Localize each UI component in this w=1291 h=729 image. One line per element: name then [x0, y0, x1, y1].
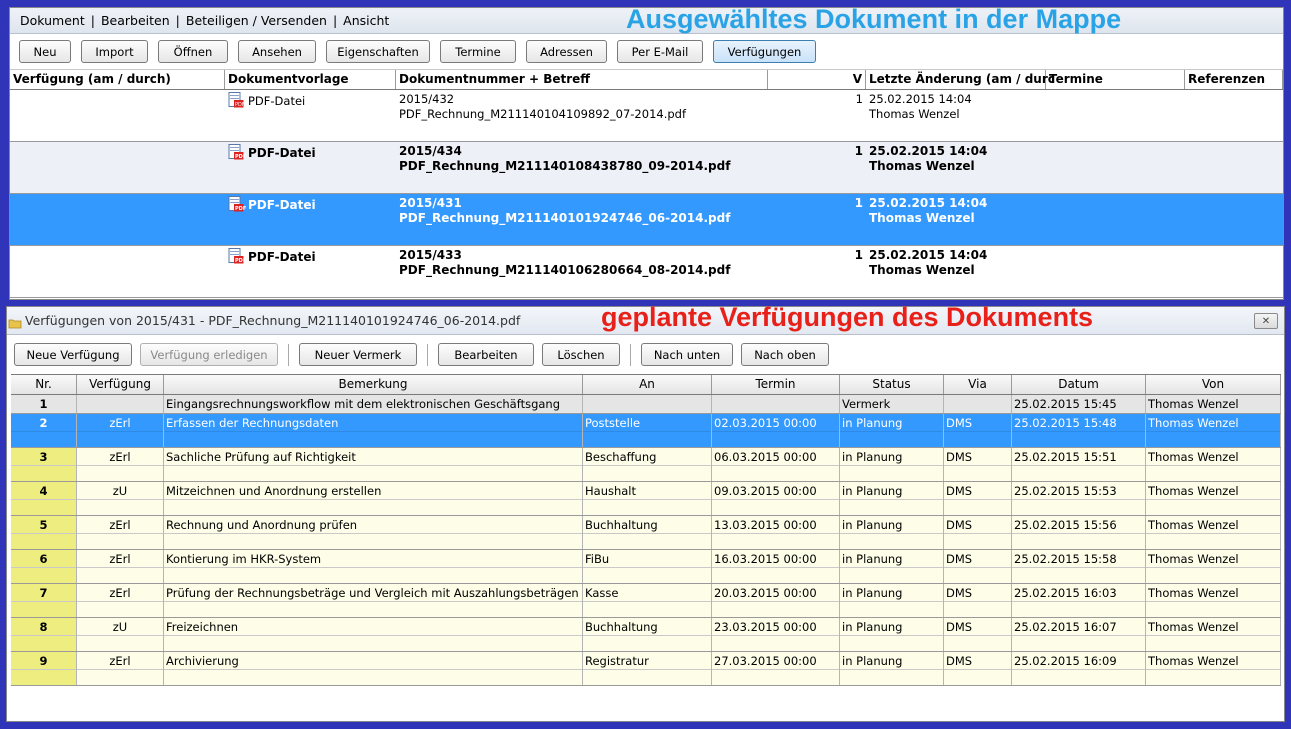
cell-status: in Planung — [840, 618, 944, 651]
cell-an: Poststelle — [583, 414, 712, 447]
cell-termine — [1046, 90, 1185, 141]
grid-row-selected[interactable] — [11, 414, 1281, 448]
cell-version: 1 — [855, 92, 863, 106]
neuer-vermerk-button[interactable]: Neuer Vermerk — [299, 343, 417, 366]
cell-termine — [1046, 194, 1185, 245]
col-bemerkung[interactable]: Bemerkung — [164, 375, 583, 394]
pdf-file-icon — [228, 92, 244, 108]
cell-bemerkung: Erfassen der Rechnungsdaten — [164, 414, 583, 447]
adressen-button[interactable]: Adressen — [526, 40, 607, 63]
cell-nr: 6 — [11, 550, 77, 583]
annotation-planned-dispositions: geplante Verfügungen des Dokuments — [601, 302, 1094, 332]
col-referenzen[interactable]: Referenzen — [1185, 70, 1283, 89]
cell-termin: 06.03.2015 00:00 — [712, 448, 840, 481]
nach-unten-button[interactable]: Nach unten — [641, 343, 733, 366]
cell-datum: 25.02.2015 16:09 — [1012, 652, 1146, 685]
cell-termin: 23.03.2015 00:00 — [712, 618, 840, 651]
menu-bar — [10, 4, 1283, 34]
cell-referenzen — [1185, 142, 1283, 193]
cell-via: DMS — [944, 550, 1012, 583]
cell-referenzen — [1185, 90, 1283, 141]
cell-version: 1 — [854, 196, 863, 210]
cell-nr: 3 — [11, 448, 77, 481]
grid-row[interactable] — [11, 482, 1281, 516]
cell-termin — [712, 395, 840, 413]
cell-verfuegung: zErl — [77, 516, 164, 549]
cell-nr: 4 — [11, 482, 77, 515]
cell-referenzen — [1185, 246, 1283, 297]
cell-via — [944, 395, 1012, 413]
cell-verfuegung: zErl — [77, 584, 164, 617]
cell-status: in Planung — [840, 516, 944, 549]
pdf-file-icon — [228, 144, 247, 160]
cell-nr: 2 — [11, 414, 77, 447]
document-row-selected[interactable] — [10, 194, 1283, 246]
cell-datum: 25.02.2015 15:56 — [1012, 516, 1146, 549]
annotation-selected-document: Ausgewähltes Dokument in der Mappe — [626, 4, 1122, 34]
cell-nr: 8 — [11, 618, 77, 651]
col-verfuegung[interactable]: Verfügung — [77, 375, 164, 394]
cell-nr: 1 — [11, 395, 77, 413]
document-row[interactable] — [10, 90, 1283, 142]
svg-text:PDF: PDF — [235, 206, 247, 212]
cell-nr: 7 — [11, 584, 77, 617]
cell-verfuegung — [10, 90, 225, 141]
cell-verfuegung — [10, 142, 225, 193]
cell-via: DMS — [944, 516, 1012, 549]
grid-row[interactable] — [11, 618, 1281, 652]
verfuegungen-grid — [11, 374, 1281, 686]
toolbar-separator — [427, 344, 428, 366]
cell-bemerkung: Mitzeichnen und Anordnung erstellen — [164, 482, 583, 515]
col-verfuegung[interactable]: Verfügung (am / durch) — [10, 70, 225, 89]
cell-an: Kasse — [583, 584, 712, 617]
menu-beteiligen-versenden[interactable]: Beteiligen / Versenden — [185, 13, 327, 28]
cell-verfuegung: zErl — [77, 414, 164, 447]
cell-nummer-betreff: 2015/432 PDF_Rechnung_M211140104109892_07-2014.pdf — [399, 92, 687, 121]
col-an[interactable]: An — [583, 375, 712, 394]
cell-datum: 25.02.2015 15:53 — [1012, 482, 1146, 515]
cell-an: Buchhaltung — [583, 618, 712, 651]
cell-datum: 25.02.2015 15:48 — [1012, 414, 1146, 447]
cell-bemerkung: Archivierung — [164, 652, 583, 685]
cell-termin: 16.03.2015 00:00 — [712, 550, 840, 583]
cell-termin: 02.03.2015 00:00 — [712, 414, 840, 447]
col-letzte-aenderung[interactable]: Letzte Änderung (am / durc — [866, 70, 1046, 89]
cell-termin: 20.03.2015 00:00 — [712, 584, 840, 617]
cell-von: Thomas Wenzel — [1146, 482, 1281, 515]
cell-via: DMS — [944, 448, 1012, 481]
cell-status: in Planung — [840, 448, 944, 481]
termine-button[interactable]: Termine — [440, 40, 516, 63]
eigenschaften-button[interactable]: Eigenschaften — [326, 40, 430, 63]
cell-vorlage: PDF PDF-Datei — [225, 90, 396, 141]
svg-text:PDF: PDF — [235, 102, 245, 108]
col-dokumentvorlage[interactable]: Dokumentvorlage — [225, 70, 396, 89]
cell-von: Thomas Wenzel — [1146, 414, 1281, 447]
cell-von: Thomas Wenzel — [1146, 516, 1281, 549]
menu-ansicht[interactable]: Ansicht — [343, 13, 390, 28]
document-list-panel — [9, 4, 1284, 300]
dialog-title: Verfügungen von 2015/431 - PDF_Rechnung_M211140101924746_06-2014.pdf — [25, 313, 521, 328]
col-termine[interactable]: Termine — [1046, 70, 1185, 89]
cell-bemerkung: Sachliche Prüfung auf Richtigkeit — [164, 448, 583, 481]
close-icon[interactable]: ✕ — [1254, 313, 1278, 329]
neu-button[interactable]: Neu — [19, 40, 71, 63]
cell-an: Registratur — [583, 652, 712, 685]
cell-status: in Planung — [840, 550, 944, 583]
cell-vorlage: PDF PDF-Datei — [225, 142, 396, 193]
cell-termine — [1046, 142, 1185, 193]
cell-letzte-aenderung: 25.02.2015 14:04 Thomas Wenzel — [869, 92, 972, 121]
cell-status: in Planung — [840, 414, 944, 447]
nach-oben-button[interactable]: Nach oben — [741, 343, 829, 366]
cell-verfuegung: zU — [77, 482, 164, 515]
cell-via: DMS — [944, 584, 1012, 617]
cell-nr: 9 — [11, 652, 77, 685]
document-table-header — [10, 70, 1283, 90]
col-dokumentnummer-betreff[interactable]: Dokumentnummer + Betreff — [396, 70, 768, 89]
cell-status: Vermerk — [840, 395, 944, 413]
cell-status: in Planung — [840, 652, 944, 685]
cell-letzte-aenderung: 25.02.2015 14:04 Thomas Wenzel — [869, 248, 988, 277]
import-button[interactable]: Import — [81, 40, 148, 63]
cell-bemerkung: Prüfung der Rechnungsbeträge und Vergleich mit Auszahlungsbeträgen — [164, 584, 583, 617]
grid-row[interactable] — [11, 550, 1281, 584]
cell-bemerkung: Kontierung im HKR-System — [164, 550, 583, 583]
cell-status: in Planung — [840, 482, 944, 515]
cell-version: 1 — [854, 144, 863, 158]
cell-termin: 09.03.2015 00:00 — [712, 482, 840, 515]
cell-version: 1 — [854, 248, 863, 262]
toolbar-separator — [288, 344, 289, 366]
cell-von: Thomas Wenzel — [1146, 395, 1281, 413]
cell-verfuegung: zErl — [77, 550, 164, 583]
cell-termin: 13.03.2015 00:00 — [712, 516, 840, 549]
col-datum[interactable]: Datum — [1012, 375, 1146, 394]
cell-an: Buchhaltung — [583, 516, 712, 549]
col-termin[interactable]: Termin — [712, 375, 840, 394]
grid-row[interactable] — [11, 652, 1281, 686]
bearbeiten-button[interactable]: Bearbeiten — [438, 343, 534, 366]
cell-datum: 25.02.2015 15:45 — [1012, 395, 1146, 413]
grid-row[interactable] — [11, 516, 1281, 550]
cell-an: Beschaffung — [583, 448, 712, 481]
menu-bearbeiten[interactable]: Bearbeiten — [100, 13, 170, 28]
grid-row[interactable] — [11, 448, 1281, 482]
verfuegung-erledigen-button[interactable]: Verfügung erledigen — [140, 343, 278, 366]
cell-datum: 25.02.2015 15:51 — [1012, 448, 1146, 481]
pdf-file-icon — [228, 196, 247, 212]
cell-verfuegung: zErl — [77, 652, 164, 685]
cell-an: FiBu — [583, 550, 712, 583]
col-status[interactable]: Status — [840, 375, 944, 394]
cell-datum: 25.02.2015 15:58 — [1012, 550, 1146, 583]
loeschen-button[interactable]: Löschen — [542, 343, 620, 366]
cell-von: Thomas Wenzel — [1146, 448, 1281, 481]
cell-vorlage: PDF PDF-Datei — [225, 194, 396, 245]
cell-status: in Planung — [840, 584, 944, 617]
neue-verfuegung-button[interactable]: Neue Verfügung — [14, 343, 132, 366]
verfuegungen-dialog — [6, 302, 1285, 722]
cell-verfuegung: zU — [77, 618, 164, 651]
cell-via: DMS — [944, 618, 1012, 651]
cell-bemerkung: Eingangsrechnungsworkflow mit dem elektronischen Geschäftsgang — [164, 395, 583, 413]
pdf-file-icon — [228, 248, 247, 264]
menu-separator: | — [332, 13, 338, 28]
per-email-button[interactable]: Per E-Mail — [617, 40, 703, 63]
cell-termin: 27.03.2015 00:00 — [712, 652, 840, 685]
cell-von: Thomas Wenzel — [1146, 550, 1281, 583]
cell-bemerkung: Freizeichnen — [164, 618, 583, 651]
cell-nummer-betreff: 2015/433 PDF_Rechnung_M211140106280664_08-2014.pdf — [399, 248, 731, 277]
col-nr[interactable]: Nr. — [11, 375, 77, 394]
dialog-toolbar — [7, 335, 1284, 374]
cell-termine — [1046, 246, 1185, 297]
cell-nummer-betreff: 2015/434 PDF_Rechnung_M211140108438780_09-2014.pdf — [399, 144, 731, 173]
toolbar-separator — [630, 344, 631, 366]
cell-via: DMS — [944, 652, 1012, 685]
menu-dokument[interactable]: Dokument — [20, 13, 85, 28]
grid-row[interactable] — [11, 395, 1281, 414]
document-row[interactable] — [10, 142, 1283, 194]
col-via[interactable]: Via — [944, 375, 1012, 394]
svg-text:PDF: PDF — [235, 258, 247, 264]
menu-separator: | — [175, 13, 180, 28]
col-version[interactable]: V — [768, 70, 866, 89]
dialog-title-bar — [7, 302, 1284, 335]
svg-text:PDF: PDF — [235, 154, 247, 160]
cell-datum: 25.02.2015 16:03 — [1012, 584, 1146, 617]
cell-datum: 25.02.2015 16:07 — [1012, 618, 1146, 651]
ansehen-button[interactable]: Ansehen — [238, 40, 316, 63]
cell-verfuegung — [77, 395, 164, 413]
cell-via: DMS — [944, 482, 1012, 515]
cell-via: DMS — [944, 414, 1012, 447]
cell-letzte-aenderung: 25.02.2015 14:04 Thomas Wenzel — [869, 144, 988, 173]
verfuegungen-button[interactable]: Verfügungen — [713, 40, 816, 63]
cell-an: Haushalt — [583, 482, 712, 515]
cell-nummer-betreff: 2015/431 PDF_Rechnung_M211140101924746_06-2014.pdf — [399, 196, 731, 225]
oeffnen-button[interactable]: Öffnen — [158, 40, 228, 63]
cell-von: Thomas Wenzel — [1146, 652, 1281, 685]
cell-letzte-aenderung: 25.02.2015 14:04 Thomas Wenzel — [869, 196, 988, 225]
cell-verfuegung — [10, 246, 225, 297]
col-von[interactable]: Von — [1146, 375, 1281, 394]
grid-header — [11, 375, 1281, 395]
cell-nr: 5 — [11, 516, 77, 549]
cell-von: Thomas Wenzel — [1146, 618, 1281, 651]
cell-bemerkung: Rechnung und Anordnung prüfen — [164, 516, 583, 549]
cell-verfuegung — [10, 194, 225, 245]
cell-referenzen — [1185, 194, 1283, 245]
grid-row[interactable] — [11, 584, 1281, 618]
cell-verfuegung: zErl — [77, 448, 164, 481]
document-row[interactable] — [10, 246, 1283, 298]
cell-von: Thomas Wenzel — [1146, 584, 1281, 617]
folder-icon — [9, 316, 21, 326]
document-table — [10, 70, 1283, 298]
document-toolbar — [10, 34, 1283, 70]
menu-separator: | — [90, 13, 95, 28]
cell-an — [583, 395, 712, 413]
cell-vorlage: PDF PDF-Datei — [225, 246, 396, 297]
